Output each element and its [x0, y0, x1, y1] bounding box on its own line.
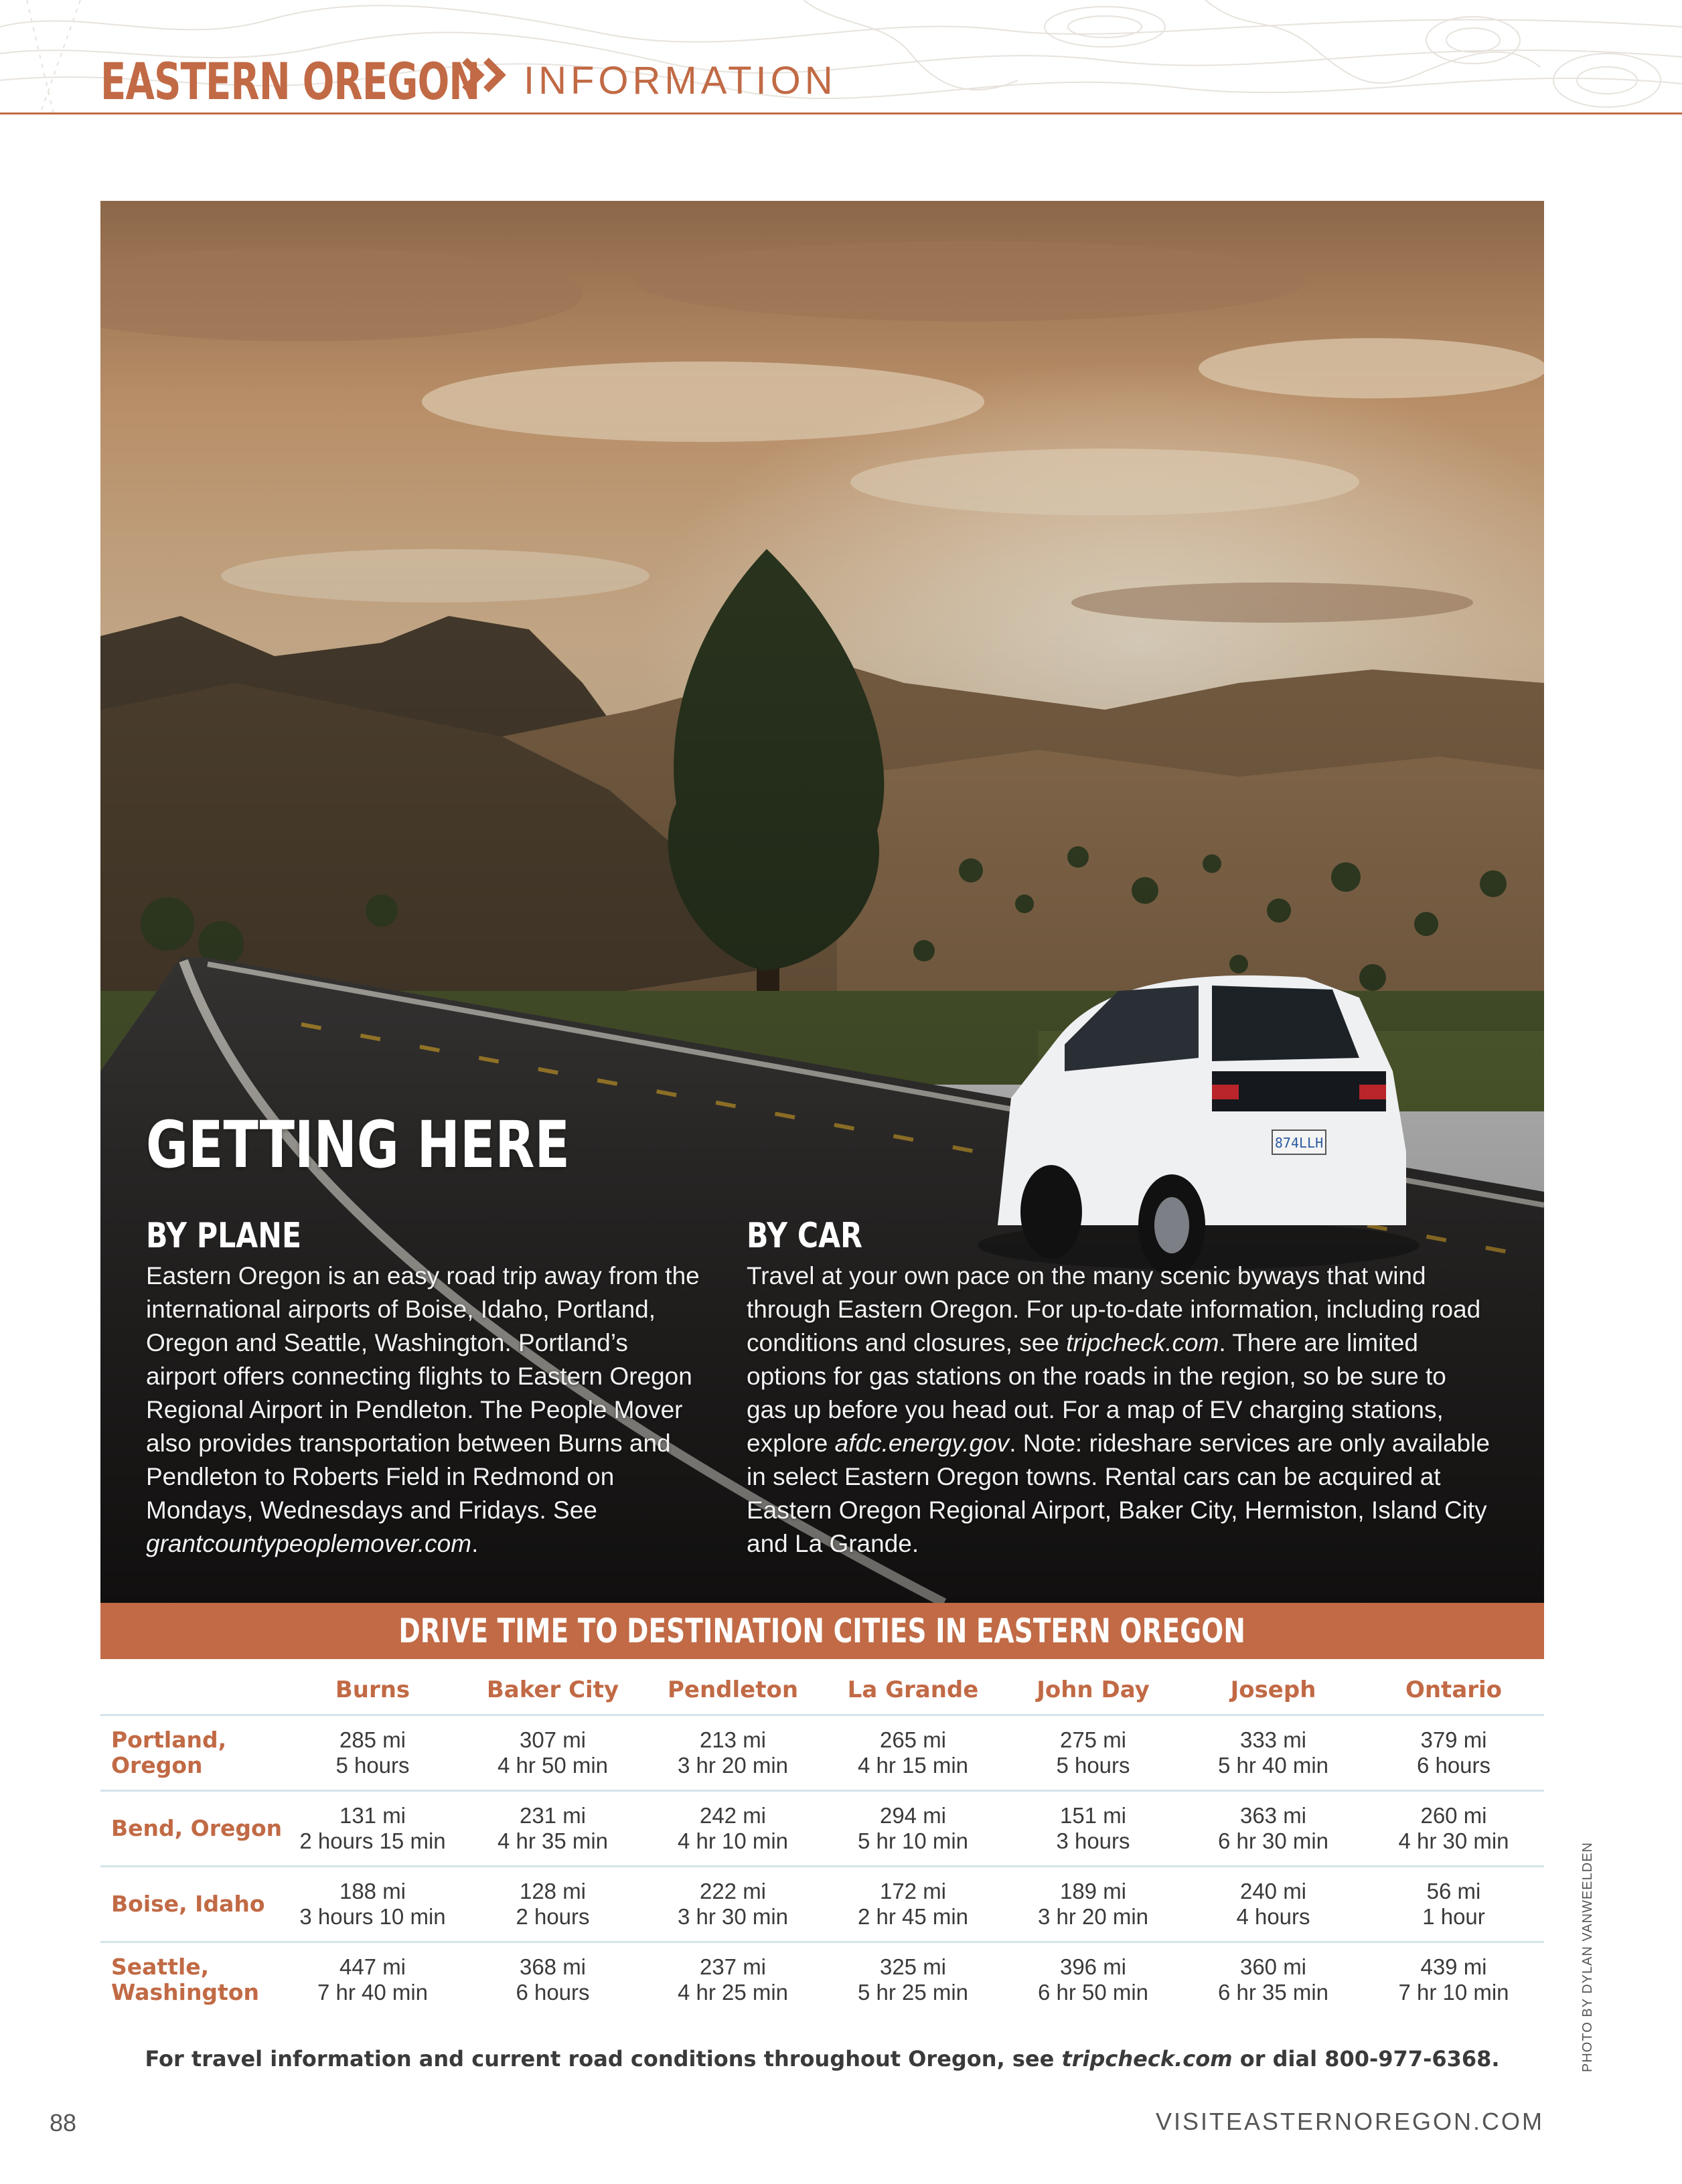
table-cell	[1003, 1942, 1183, 2017]
drive-time-value: 6 hours	[1416, 1753, 1491, 1778]
origin-city	[100, 1867, 283, 1942]
column-header: Pendleton	[643, 1666, 823, 1715]
distance-value: 56 mi	[1426, 1879, 1481, 1903]
drive-time-value: 4 hr 50 min	[497, 1753, 609, 1778]
drive-time-value: 5 hours	[1056, 1753, 1130, 1778]
footnote-text-1: For travel information and current road conditions throughout Oregon, see	[145, 2046, 1062, 2072]
drive-time-value: 3 hr 30 min	[677, 1904, 789, 1929]
drive-time-value: 4 hr 30 min	[1398, 1828, 1509, 1853]
table-cell	[1183, 1942, 1363, 2017]
table-cell	[1363, 1715, 1544, 1791]
table-cell	[463, 1791, 643, 1867]
distance-value: 307 mi	[519, 1727, 587, 1752]
by-car-column	[747, 1217, 1490, 1561]
distance-value: 379 mi	[1420, 1727, 1487, 1752]
drive-time-value: 3 hr 20 min	[1037, 1904, 1149, 1929]
drive-time-value: 6 hr 50 min	[1037, 1980, 1149, 2005]
table-row	[100, 1867, 1544, 1942]
distance-value: 294 mi	[879, 1803, 947, 1828]
distance-value: 368 mi	[519, 1954, 587, 1979]
drive-time-value: 1 hour	[1422, 1904, 1485, 1929]
double-chevron-icon	[459, 55, 513, 95]
table-cell	[643, 1715, 823, 1791]
drive-time-value: 5 hr 25 min	[857, 1980, 969, 2005]
column-header: Baker City	[463, 1666, 643, 1715]
distance-value: 265 mi	[879, 1727, 947, 1752]
column-header: Joseph	[1183, 1666, 1363, 1715]
drive-time-value: 7 hr 10 min	[1398, 1980, 1509, 2005]
distance-value: 131 mi	[339, 1803, 406, 1828]
column-header: Burns	[283, 1666, 463, 1715]
distance-value: 325 mi	[879, 1954, 947, 1979]
drive-time-value: 4 hr 35 min	[497, 1828, 609, 1853]
section-label: INFORMATION	[524, 59, 837, 102]
tripcheck-link[interactable]: tripcheck.com	[1066, 1329, 1219, 1357]
distance-value: 231 mi	[519, 1803, 587, 1828]
table-cell	[463, 1715, 643, 1791]
drive-time-value: 3 hours 10 min	[299, 1904, 446, 1929]
footnote-text-2: or dial 800-977-6368.	[1232, 2046, 1500, 2072]
distance-value: 363 mi	[1239, 1803, 1307, 1828]
distance-value: 360 mi	[1239, 1954, 1307, 1979]
origin-city-line2: Oregon	[111, 1752, 203, 1778]
origin-city	[100, 1942, 283, 2017]
table-cell	[283, 1942, 463, 2017]
origin-city	[100, 1791, 283, 1867]
page-number: 88	[50, 2109, 77, 2136]
table-cell	[1363, 1942, 1544, 2017]
table-header-row	[100, 1666, 1544, 1715]
table-cell	[1003, 1715, 1183, 1791]
drive-time-value: 2 hours	[516, 1904, 590, 1929]
feature-title: GETTING HERE	[146, 1107, 570, 1182]
drive-time-value: 5 hr 10 min	[857, 1828, 969, 1853]
distance-value: 260 mi	[1420, 1803, 1487, 1828]
distance-value: 213 mi	[699, 1727, 767, 1752]
table-cell	[283, 1867, 463, 1942]
distance-value: 151 mi	[1059, 1803, 1127, 1828]
by-plane-text	[146, 1259, 702, 1561]
drive-time-value: 6 hr 30 min	[1217, 1828, 1329, 1853]
distance-value: 189 mi	[1059, 1879, 1127, 1903]
distance-value: 128 mi	[519, 1879, 587, 1903]
distance-value: 333 mi	[1239, 1727, 1307, 1752]
by-car-text	[747, 1259, 1490, 1561]
table-cell	[1183, 1867, 1363, 1942]
table-cell	[643, 1791, 823, 1867]
footnote-tripcheck-link[interactable]: tripcheck.com	[1061, 2046, 1233, 2072]
by-plane-column	[146, 1217, 702, 1561]
drive-table-title-text: DRIVE TIME TO DESTINATION CITIES IN EASTERN OREGON	[398, 1612, 1246, 1650]
drive-table-title	[100, 1603, 1544, 1659]
table-cell	[1183, 1715, 1363, 1791]
by-car-body-3: . Note: rideshare services are only available in select Eastern Oregon towns. Rental cars can be acquired at Eastern Oregon Regional Airport, Baker City, Hermiston, Island City and La Grande.	[747, 1429, 1490, 1558]
table-cell	[1363, 1867, 1544, 1942]
afdc-link[interactable]: afdc.energy.gov	[834, 1429, 1010, 1458]
origin-city-line1: Portland,	[111, 1727, 227, 1753]
website-url: VISITEASTERNOREGON.COM	[1155, 2108, 1544, 2135]
drive-time-value: 4 hr 15 min	[857, 1753, 969, 1778]
distance-value: 242 mi	[699, 1803, 767, 1828]
table-cell	[1183, 1791, 1363, 1867]
drive-time-value: 7 hr 40 min	[317, 1980, 429, 2005]
distance-value: 172 mi	[879, 1879, 947, 1903]
origin-city-line1: Seattle,	[111, 1954, 210, 1980]
drive-time-value: 4 hr 25 min	[677, 1980, 789, 2005]
distance-value: 188 mi	[339, 1879, 406, 1903]
by-car-heading: BY CAR	[747, 1216, 863, 1256]
table-cell	[823, 1942, 1003, 2017]
drive-time-value: 4 hours	[1236, 1904, 1310, 1929]
distance-value: 396 mi	[1059, 1954, 1127, 1979]
drive-time-value: 5 hr 40 min	[1217, 1753, 1329, 1778]
distance-value: 439 mi	[1420, 1954, 1487, 1979]
drive-time-value: 5 hours	[335, 1753, 410, 1778]
drive-time-value: 6 hr 35 min	[1217, 1980, 1329, 2005]
origin-city-line1: Bend, Oregon	[111, 1815, 283, 1841]
by-plane-heading: BY PLANE	[146, 1216, 302, 1256]
by-plane-body: Eastern Oregon is an easy road trip away from the international airports of Boise, Idaho, Portland, Oregon and Seattle, Washington. Portland’s airport offers connecting flights to Eastern Oregon Regional Airport in Pendleton. The People Mover also provides transportation between Burns and Pendleton to Roberts Field in Redmond on Mondays, Wednesdays and Fridays. See	[146, 1262, 700, 1525]
table-cell	[1363, 1791, 1544, 1867]
table-cell	[823, 1867, 1003, 1942]
drive-time-value: 4 hr 10 min	[677, 1828, 789, 1853]
table-cell	[283, 1791, 463, 1867]
distance-value: 240 mi	[1239, 1879, 1307, 1903]
drive-time-value: 2 hours 15 min	[299, 1828, 446, 1853]
table-cell	[823, 1791, 1003, 1867]
header-rule	[0, 112, 1682, 114]
table-cell	[283, 1715, 463, 1791]
distance-value: 237 mi	[699, 1954, 767, 1979]
drive-time-value: 6 hours	[516, 1980, 590, 2005]
distance-value: 222 mi	[699, 1879, 767, 1903]
table-row	[100, 1715, 1544, 1791]
table-cell	[463, 1942, 643, 2017]
drive-time-value: 3 hours	[1056, 1828, 1130, 1853]
drive-time-value: 3 hr 20 min	[677, 1753, 789, 1778]
table-cell	[1003, 1791, 1183, 1867]
travel-footnote	[100, 2046, 1544, 2072]
by-plane-end: .	[471, 1530, 479, 1558]
table-cell	[1003, 1867, 1183, 1942]
people-mover-link[interactable]: grantcountypeoplemover.com	[146, 1530, 472, 1558]
table-cell	[823, 1715, 1003, 1791]
origin-city-line2: Washington	[111, 1979, 259, 2005]
table-row	[100, 1791, 1544, 1867]
drive-time-value: 2 hr 45 min	[857, 1904, 969, 1929]
column-header: Ontario	[1363, 1666, 1544, 1715]
origin-city	[100, 1715, 283, 1791]
brand-title: EASTERN OREGON	[100, 52, 480, 111]
distance-value: 275 mi	[1059, 1727, 1127, 1752]
by-car-body-2: . There are limited options for gas stations on the roads in the region, so be sure to gas up before you head out. For a map of EV charging stations, explore	[747, 1329, 1446, 1458]
drive-time-table	[100, 1666, 1544, 2017]
photo-credit: PHOTO BY DYLAN VANWEELDEN	[1580, 1842, 1595, 2072]
license-plate: 874LLH	[1274, 1135, 1324, 1151]
table-row	[100, 1942, 1544, 2017]
table-cell	[643, 1942, 823, 2017]
distance-value: 285 mi	[339, 1727, 406, 1752]
table-cell	[643, 1867, 823, 1942]
origin-column-header	[100, 1666, 283, 1715]
by-car-body-1: Travel at your own pace on the many scenic byways that wind through Eastern Oregon. For up-to-date information, including road conditions and closures, see	[747, 1262, 1481, 1357]
origin-city-line1: Boise, Idaho	[111, 1891, 265, 1917]
column-header: La Grande	[823, 1666, 1003, 1715]
column-header: John Day	[1003, 1666, 1183, 1715]
table-cell	[463, 1867, 643, 1942]
distance-value: 447 mi	[339, 1954, 406, 1979]
